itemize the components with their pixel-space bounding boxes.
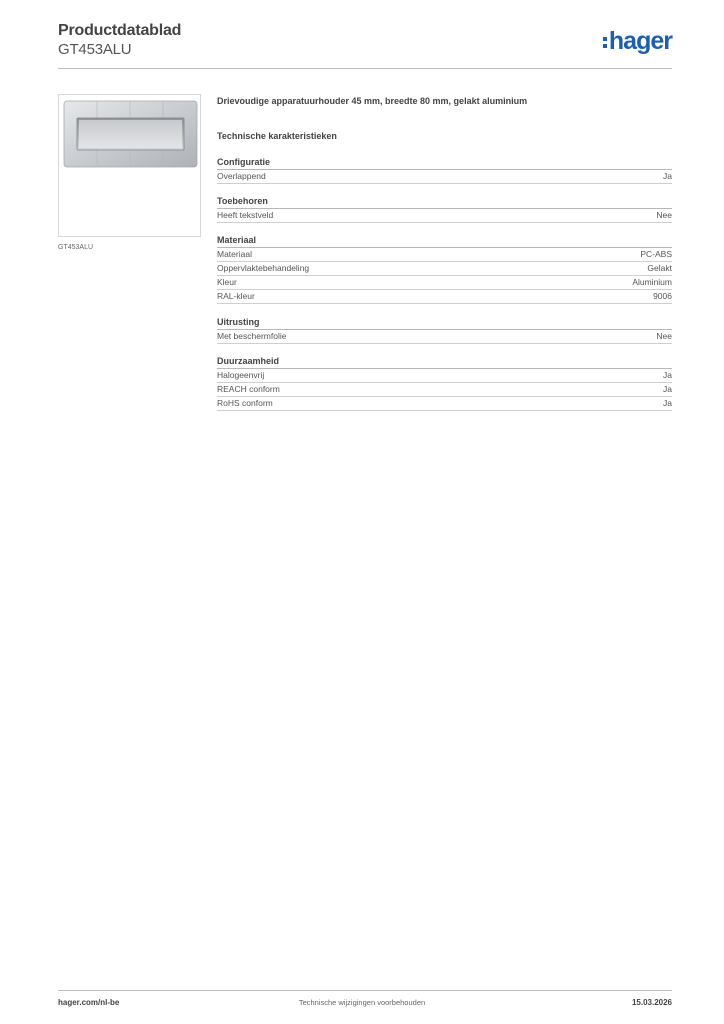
row-label: Met beschermfolie bbox=[217, 331, 287, 341]
table-row bbox=[217, 170, 672, 184]
row-label: Halogeenvrij bbox=[217, 370, 265, 380]
row-label: Heeft tekstveld bbox=[217, 210, 274, 220]
row-label: RAL-kleur bbox=[217, 291, 255, 301]
logo-text: hager bbox=[608, 27, 672, 55]
footer-divider bbox=[58, 990, 672, 991]
table-row bbox=[217, 330, 672, 344]
row-value: 9006 bbox=[653, 291, 672, 301]
section-toebehoren bbox=[217, 195, 672, 223]
section-duurzaamheid bbox=[217, 355, 672, 411]
image-caption: GT453ALU bbox=[58, 244, 94, 251]
section-uitrusting bbox=[217, 316, 672, 344]
logo-dots-icon bbox=[603, 37, 607, 48]
product-description: Drievoudige apparatuurhouder 45 mm, breedte 80 mm, gelakt aluminium bbox=[217, 96, 528, 106]
table-row bbox=[217, 369, 672, 383]
section-title: Toebehoren bbox=[217, 195, 672, 209]
row-value: Ja bbox=[663, 171, 672, 181]
row-label: Overlappend bbox=[217, 171, 266, 181]
row-label: Oppervlaktebehandeling bbox=[217, 263, 310, 273]
page-header bbox=[58, 22, 672, 68]
row-value: Nee bbox=[656, 210, 672, 220]
section-configuratie bbox=[217, 156, 672, 184]
row-value: Ja bbox=[663, 398, 672, 408]
row-label: Kleur bbox=[217, 277, 237, 287]
row-value: PC-ABS bbox=[640, 249, 672, 259]
footer-website: hager.com/nl-be bbox=[58, 998, 120, 1007]
section-title: Uitrusting bbox=[217, 316, 672, 330]
document-title: Productdatablad bbox=[58, 22, 182, 39]
row-value: Nee bbox=[656, 331, 672, 341]
table-row bbox=[217, 383, 672, 397]
table-row bbox=[217, 397, 672, 411]
row-value: Gelakt bbox=[647, 263, 672, 273]
footer-date: 15.03.2026 bbox=[631, 998, 672, 1007]
hager-logo bbox=[603, 27, 672, 55]
footer-notice: Technische wijzigingen voorbehouden bbox=[298, 998, 426, 1007]
section-title: Materiaal bbox=[217, 234, 672, 248]
product-image bbox=[58, 94, 201, 237]
table-row bbox=[217, 248, 672, 262]
table-row bbox=[217, 262, 672, 276]
table-row bbox=[217, 209, 672, 223]
technical-characteristics-heading: Technische karakteristieken bbox=[217, 131, 337, 141]
table-row bbox=[217, 276, 672, 290]
device-holder-frame-icon bbox=[63, 100, 198, 170]
product-code: GT453ALU bbox=[58, 41, 132, 58]
row-value: Aluminium bbox=[632, 277, 672, 287]
row-label: REACH conform bbox=[217, 384, 280, 394]
section-materiaal bbox=[217, 234, 672, 304]
row-value: Ja bbox=[663, 384, 672, 394]
row-label: Materiaal bbox=[217, 249, 252, 259]
header-divider bbox=[58, 68, 672, 69]
row-value: Ja bbox=[663, 370, 672, 380]
row-label: RoHS conform bbox=[217, 398, 273, 408]
section-title: Configuratie bbox=[217, 156, 672, 170]
table-row bbox=[217, 290, 672, 304]
section-title: Duurzaamheid bbox=[217, 355, 672, 369]
